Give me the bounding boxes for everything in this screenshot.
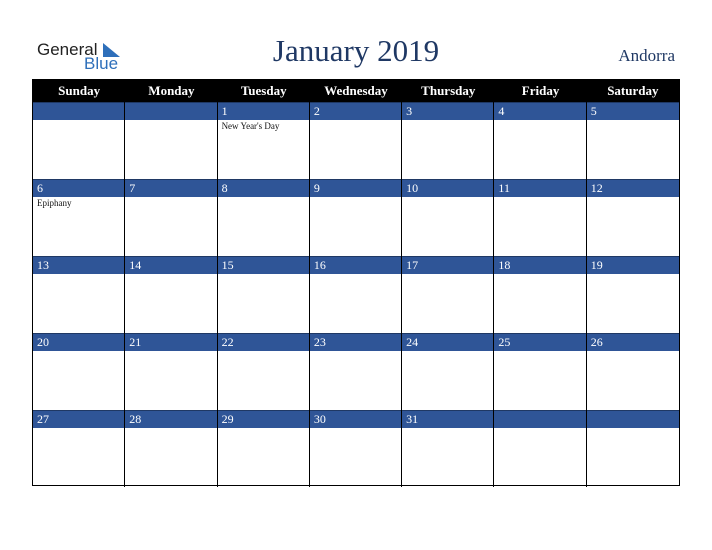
day-number: 9: [310, 179, 401, 197]
day-number: 29: [218, 410, 309, 428]
day-cell[interactable]: [587, 179, 679, 256]
day-number: [125, 102, 216, 120]
holiday-label: Epiphany: [37, 198, 72, 208]
day-number: 16: [310, 256, 401, 274]
day-cell[interactable]: [310, 102, 402, 179]
day-cell[interactable]: [33, 333, 125, 410]
weekday-friday: Friday: [521, 83, 560, 98]
week-row: [33, 333, 679, 410]
day-number: 17: [402, 256, 493, 274]
day-number: 31: [402, 410, 493, 428]
day-number: 22: [218, 333, 309, 351]
weekday-header-row: [33, 80, 679, 102]
day-number: 30: [310, 410, 401, 428]
weekday-monday: Monday: [148, 83, 195, 98]
week-row: [33, 410, 679, 487]
day-cell[interactable]: [494, 333, 586, 410]
weeks-container: [33, 102, 679, 487]
day-cell[interactable]: [402, 410, 494, 487]
day-number: 26: [587, 333, 679, 351]
day-cell[interactable]: [310, 333, 402, 410]
day-cell[interactable]: [218, 179, 310, 256]
week-row: [33, 256, 679, 333]
calendar-title: January 2019: [272, 33, 440, 68]
holiday-label: New Year's Day: [221, 121, 280, 131]
day-number: 27: [33, 410, 124, 428]
day-cell[interactable]: [494, 179, 586, 256]
day-cell[interactable]: [33, 179, 125, 256]
day-number: 5: [587, 102, 679, 120]
day-number: 8: [218, 179, 309, 197]
day-number: 28: [125, 410, 216, 428]
week-row: [33, 102, 679, 179]
day-cell[interactable]: [125, 410, 217, 487]
day-cell[interactable]: [310, 179, 402, 256]
day-number: 11: [494, 179, 585, 197]
day-cell[interactable]: [587, 102, 679, 179]
day-cell[interactable]: [218, 102, 310, 179]
day-number: 12: [587, 179, 679, 197]
day-number: 3: [402, 102, 493, 120]
logo-general-text: General: [37, 40, 98, 59]
day-cell[interactable]: [402, 102, 494, 179]
day-cell[interactable]: [310, 256, 402, 333]
day-cell[interactable]: [310, 410, 402, 487]
day-number: [494, 410, 585, 428]
day-cell[interactable]: [33, 410, 125, 487]
day-number: 4: [494, 102, 585, 120]
country-label: Andorra: [618, 46, 675, 65]
day-cell[interactable]: [494, 256, 586, 333]
day-cell[interactable]: [33, 256, 125, 333]
day-cell[interactable]: [587, 333, 679, 410]
weekday-saturday: Saturday: [607, 83, 659, 98]
day-number: 2: [310, 102, 401, 120]
day-cell[interactable]: [125, 333, 217, 410]
day-number: 1: [218, 102, 309, 120]
week-row: [33, 179, 679, 256]
day-number: 15: [218, 256, 309, 274]
day-cell[interactable]: [125, 179, 217, 256]
day-cell[interactable]: [218, 256, 310, 333]
day-cell[interactable]: [125, 102, 217, 179]
weekday-sunday: Sunday: [58, 83, 101, 98]
weekday-wednesday: Wednesday: [324, 83, 388, 98]
day-number: 20: [33, 333, 124, 351]
weekday-thursday: Thursday: [421, 83, 476, 98]
day-number: 14: [125, 256, 216, 274]
day-cell[interactable]: [494, 410, 586, 487]
day-number: 18: [494, 256, 585, 274]
day-number: [587, 410, 679, 428]
day-number: [33, 102, 124, 120]
day-number: 6: [33, 179, 124, 197]
day-cell[interactable]: [587, 256, 679, 333]
day-cell[interactable]: [402, 333, 494, 410]
day-cell[interactable]: [218, 333, 310, 410]
day-number: 19: [587, 256, 679, 274]
day-cell[interactable]: [494, 102, 586, 179]
day-cell[interactable]: [218, 410, 310, 487]
day-cell[interactable]: [587, 410, 679, 487]
day-cell[interactable]: [125, 256, 217, 333]
weekday-tuesday: Tuesday: [240, 83, 287, 98]
day-number: 23: [310, 333, 401, 351]
day-number: 7: [125, 179, 216, 197]
day-cell[interactable]: [33, 102, 125, 179]
day-cell[interactable]: [402, 256, 494, 333]
day-number: 25: [494, 333, 585, 351]
day-cell[interactable]: [402, 179, 494, 256]
day-number: 21: [125, 333, 216, 351]
day-number: 10: [402, 179, 493, 197]
calendar-grid: [32, 79, 680, 486]
logo-blue-text: Blue: [84, 54, 119, 73]
day-number: 24: [402, 333, 493, 351]
day-number: 13: [33, 256, 124, 274]
